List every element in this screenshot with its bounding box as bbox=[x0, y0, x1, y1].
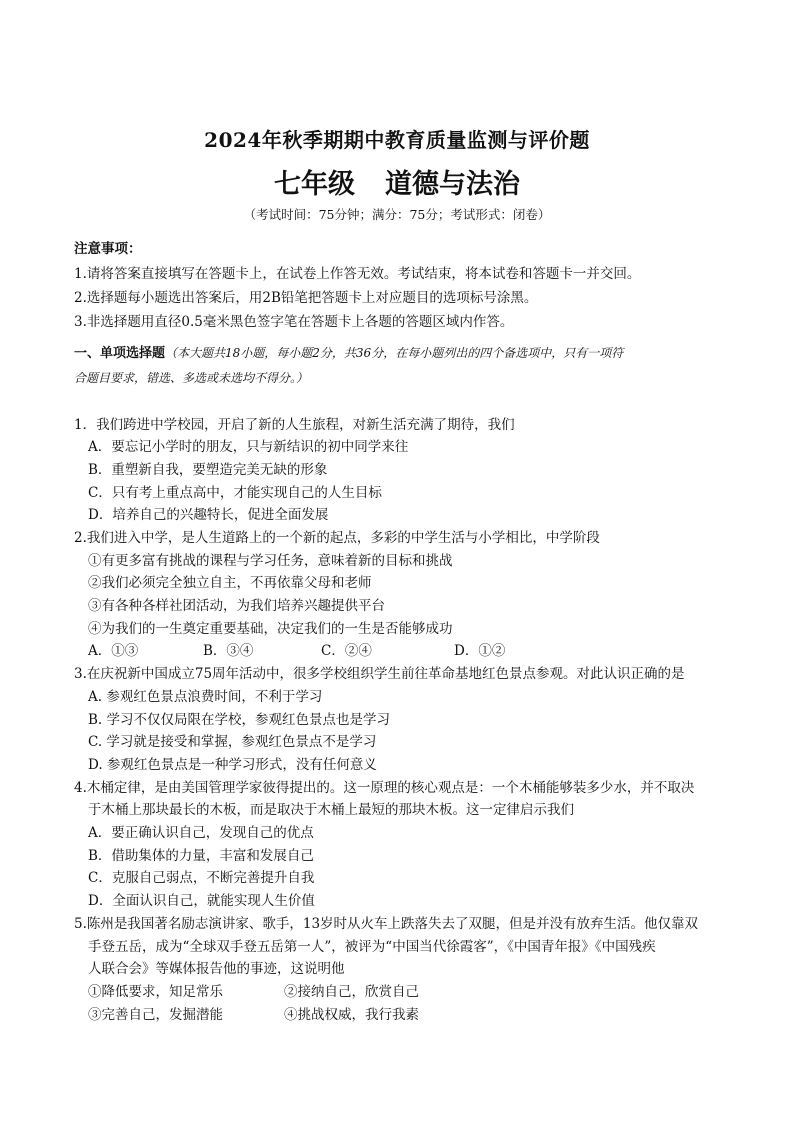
question-5-statement-1: ①降低要求，知足常乐 bbox=[88, 984, 223, 1000]
section-heading bbox=[74, 342, 623, 361]
question-2-statement-2: ②我们必须完全独立自主，不再依靠父母和老师 bbox=[88, 575, 372, 591]
question-4-stem-1: 4.木桶定律，是由美国管理学家彼得提出的。这一原理的核心观点是：一个木桶能够装多少水，并不取决 bbox=[74, 780, 695, 796]
notice-item-3: 3.非选择题用直径0.5毫米黑色签字笔在答题卡上各题的答题区域内作答。 bbox=[74, 314, 514, 330]
question-3-option-a: A. 参观红色景点浪费时间，不利于学习 bbox=[88, 689, 323, 705]
question-2-choice-c: C．②④ bbox=[321, 643, 372, 659]
section-desc-line-2 bbox=[74, 369, 308, 386]
question-1-option-a: A．要忘记小学时的朋友，只与新结识的初中同学来往 bbox=[88, 439, 409, 455]
notice-item-2: 2.选择题每小题选出答案后，用2B铅笔把答题卡上对应题目的选项标号涂黑。 bbox=[74, 290, 538, 306]
question-5-stem-1: 5.陈州是我国著名励志演讲家、歌手，13岁时从火车上跌落失去了双腿，但是并没有放弃生活。他仅靠双 bbox=[74, 916, 699, 932]
question-4-stem-2: 于木桶上那块最长的木板，而是取决于木桶上最短的那块木板。这一定律启示我们 bbox=[88, 802, 574, 818]
section-desc-2: 合题目要求，错选、多选或未选均不得分。） bbox=[74, 371, 309, 385]
exam-info: （考试时间：75分钟；满分：75分；考试形式：闭卷） bbox=[243, 207, 551, 222]
subject-label: 道德与法治 bbox=[385, 169, 520, 200]
question-1-option-c: C．只有考上重点高中，才能实现自己的人生目标 bbox=[88, 485, 382, 501]
question-2-statement-4: ④为我们的一生奠定重要基础，决定我们的一生是否能够成功 bbox=[88, 621, 453, 637]
question-5-statement-2: ②接纳自己，欣赏自己 bbox=[284, 984, 419, 1000]
question-3-option-c: C. 学习就是接受和掌握，参观红色景点不是学习 bbox=[88, 734, 377, 750]
question-2-statement-3: ③有各种各样社团活动，为我们培养兴趣提供平台 bbox=[88, 598, 385, 614]
grade-subject-title bbox=[0, 162, 794, 201]
question-2-stem: 2.我们进入中学，是人生道路上的一个新的起点，多彩的中学生活与小学相比，中学阶段 bbox=[74, 530, 600, 546]
question-4-option-d: D．全面认识自己，就能实现人生价值 bbox=[88, 893, 315, 909]
question-3-option-d: D. 参观红色景点是一种学习形式，没有任何意义 bbox=[88, 757, 377, 773]
section-title: 一、单项选择题 bbox=[74, 346, 166, 361]
section-desc-1: （本大题共18小题，每小题2分，共36分，在每小题列出的四个备选项中，只有一项符 bbox=[165, 346, 624, 360]
question-1-option-b: B．重塑新自我，要塑造完美无缺的形象 bbox=[88, 462, 328, 478]
grade-label: 七年级 bbox=[274, 169, 355, 200]
question-3-option-b: B. 学习不仅仅局限在学校，参观红色景点也是学习 bbox=[88, 712, 391, 728]
question-1-option-d: D．培养自己的兴趣特长，促进全面发展 bbox=[88, 507, 329, 523]
question-5-statement-3: ③完善自己，发掘潜能 bbox=[88, 1007, 223, 1023]
question-2-choice-a: A．①③ bbox=[88, 643, 139, 659]
question-2-choice-d: D．①② bbox=[454, 643, 506, 659]
question-5-statements-row-1 bbox=[88, 980, 419, 1000]
question-3-stem: 3.在庆祝新中国成立75周年活动中，很多学校组织学生前往革命基地红色景点参观。对此认识正确的是 bbox=[74, 666, 685, 682]
notice-heading: 注意事项： bbox=[74, 241, 142, 257]
question-2-choices bbox=[88, 639, 505, 659]
question-5-statements-row-2 bbox=[88, 1003, 419, 1023]
question-4-option-a: A．要正确认识自己，发现自己的优点 bbox=[88, 825, 314, 841]
question-4-option-c: C．克服自己弱点，不断完善提升自我 bbox=[88, 870, 315, 886]
question-5-statement-4: ④挑战权威，我行我素 bbox=[284, 1007, 419, 1023]
notice-item-1: 1.请将答案直接填写在答题卡上，在试卷上作答无效。考试结束，将本试卷和答题卡一并交回。 bbox=[74, 266, 641, 282]
question-1-stem: 1．我们跨进中学校园，开启了新的人生旅程，对新生活充满了期待，我们 bbox=[74, 417, 515, 433]
question-4-option-b: B．借助集体的力量，丰富和发展自己 bbox=[88, 848, 314, 864]
question-5-stem-2: 手登五岳，成为“全球双手登五岳第一人”，被评为“中国当代徐霞客”，《中国青年报》《中国残疾 bbox=[88, 939, 656, 955]
exam-title: 2024年秋季期期中教育质量监测与评价题 bbox=[204, 128, 590, 152]
question-5-stem-3: 人联合会》等媒体报告他的事迹，这说明他 bbox=[88, 961, 345, 977]
question-2-choice-b: B．③④ bbox=[203, 643, 254, 659]
question-2-statement-1: ①有更多富有挑战的课程与学习任务，意味着新的目标和挑战 bbox=[88, 553, 453, 569]
